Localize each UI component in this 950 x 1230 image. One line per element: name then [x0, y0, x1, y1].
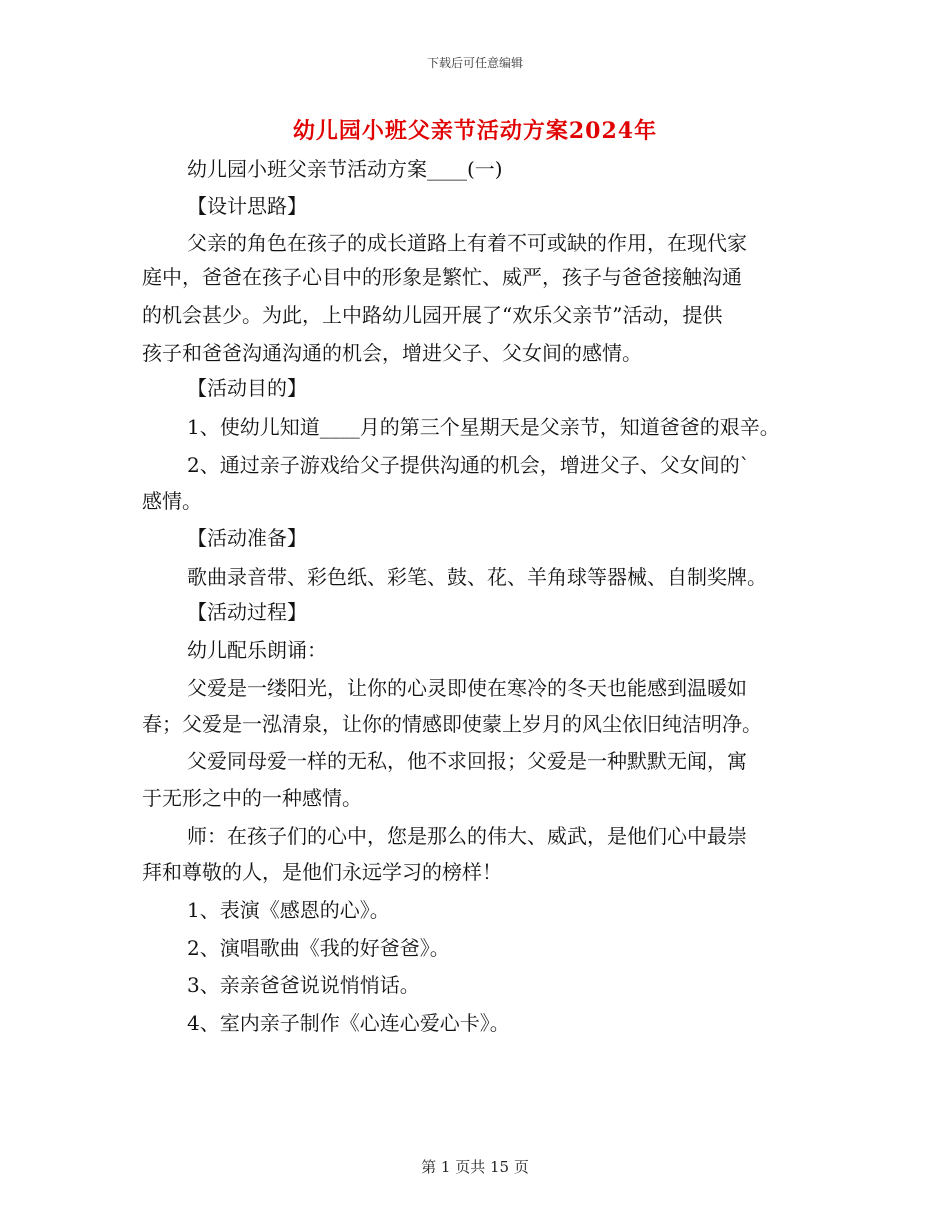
section-heading-goals: 【活动目的】 [187, 376, 307, 400]
list-item: 4、室内亲子制作《心连心爱心卡》。 [187, 1011, 510, 1035]
paragraph-line: 歌曲录音带、彩色纸、彩笔、鼓、花、羊角球等器械、自制奖牌。 [187, 565, 767, 589]
section-heading-design: 【设计思路】 [187, 194, 307, 218]
paragraph-line: 父爱是一缕阳光，让你的心灵即使在寒冷的冬天也能感到温暖如 [187, 676, 747, 700]
document-title: 幼儿园小班父亲节活动方案2024年 [292, 118, 658, 144]
list-item: 2、通过亲子游戏给父子提供沟通的机会，增进父子、父女间的` [187, 453, 750, 477]
list-item: 2、演唱歌曲《我的好爸爸》。 [187, 936, 450, 960]
paragraph-line: 幼儿配乐朗诵： [187, 638, 327, 662]
paragraph-line: 春；父爱是一泓清泉，让你的情感即使蒙上岁月的风尘依旧纯洁明净。 [142, 712, 762, 736]
page-number: 第 1 页共 15 页 [421, 1158, 529, 1176]
subtitle-line: 幼儿园小班父亲节活动方案____(一) [187, 157, 503, 181]
paragraph-line: 感情。 [142, 489, 202, 513]
paragraph-line: 师：在孩子们的心中，您是那么的伟大、威武，是他们心中最崇 [187, 824, 747, 848]
list-item: 1、使幼儿知道____月的第三个星期天是父亲节，知道爸爸的艰辛。 [187, 415, 780, 439]
paragraph-line: 父亲的角色在孩子的成长道路上有着不可或缺的作用，在现代家 [187, 231, 747, 255]
list-item: 3、亲亲爸爸说说悄悄话。 [187, 973, 420, 997]
header-note: 下载后可任意编辑 [426, 56, 523, 70]
paragraph-line: 拜和尊敬的人，是他们永远学习的榜样！ [142, 860, 502, 884]
section-heading-preparation: 【活动准备】 [187, 526, 307, 550]
paragraph-line: 的机会甚少。为此，上中路幼儿园开展了“欢乐父亲节”活动，提供 [142, 303, 723, 327]
paragraph-line: 庭中，爸爸在孩子心目中的形象是繁忙、威严，孩子与爸爸接触沟通 [142, 265, 742, 289]
section-heading-process: 【活动过程】 [187, 600, 307, 624]
paragraph-line: 父爱同母爱一样的无私，他不求回报；父爱是一种默默无闻，寓 [187, 749, 747, 773]
paragraph-line: 于无形之中的一种感情。 [142, 786, 362, 810]
list-item: 1、表演《感恩的心》。 [187, 898, 390, 922]
paragraph-line: 孩子和爸爸沟通沟通的机会，增进父子、父女间的感情。 [142, 341, 642, 365]
